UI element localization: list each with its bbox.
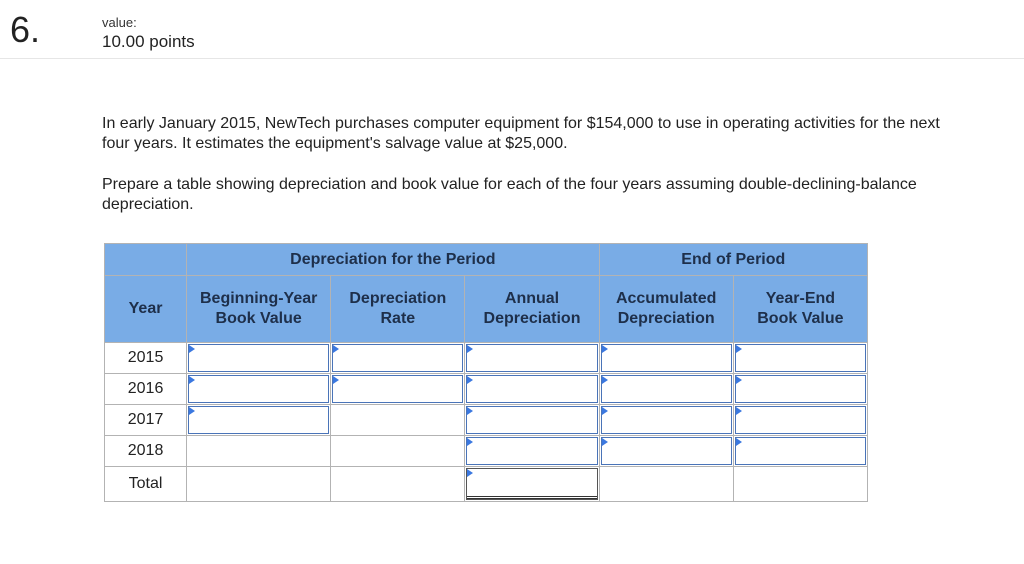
header-line: Annual xyxy=(504,290,560,307)
total-row xyxy=(105,467,868,502)
year-cell: 2015 xyxy=(105,343,187,374)
table-row xyxy=(105,374,868,405)
header-line: Book Value xyxy=(757,310,844,327)
accumulated-2018-input[interactable] xyxy=(601,437,732,465)
instructions: Prepare a table showing depreciation and book value for each of the four years assuming double-declining-balance depreciation. xyxy=(102,176,917,213)
annual-2015-cell xyxy=(465,343,599,374)
yearend-2015-cell xyxy=(733,343,867,374)
beginning-value-2016-input[interactable] xyxy=(188,375,329,403)
beginning-value-2017-cell xyxy=(187,405,331,436)
total-annual-cell xyxy=(465,467,599,502)
year-cell: 2018 xyxy=(105,436,187,467)
year-header: Year xyxy=(105,276,187,343)
annual-2016-cell xyxy=(465,374,599,405)
rate-2016-input[interactable] xyxy=(332,375,463,403)
double-underline xyxy=(467,469,596,499)
total-rate-cell xyxy=(331,467,465,502)
annual-2016-input[interactable] xyxy=(466,375,597,403)
accumulated-2016-input[interactable] xyxy=(601,375,732,403)
accumulated-2016-cell xyxy=(599,374,733,405)
header-line: Year-End xyxy=(765,290,836,307)
yearend-2017-input[interactable] xyxy=(735,406,866,434)
annual-2017-input[interactable] xyxy=(466,406,597,434)
accumulated-2017-cell xyxy=(599,405,733,436)
beginning-value-2017-input[interactable] xyxy=(188,406,329,434)
total-label: Total xyxy=(105,467,187,502)
rate-2015-cell xyxy=(331,343,465,374)
yearend-2018-cell xyxy=(733,436,867,467)
beginning-value-2015-cell xyxy=(187,343,331,374)
rate-2017-cell xyxy=(331,405,465,436)
question-number: 6. xyxy=(10,9,41,50)
annual-2018-cell xyxy=(465,436,599,467)
accumulated-2015-cell xyxy=(599,343,733,374)
total-accumulated-cell xyxy=(599,467,733,502)
end-group-header: End of Period xyxy=(599,244,867,276)
beginning-book-value-header xyxy=(187,276,331,343)
rate-2016-cell xyxy=(331,374,465,405)
rate-2015-input[interactable] xyxy=(332,344,463,372)
year-end-book-value-header xyxy=(733,276,867,343)
annual-2015-input[interactable] xyxy=(466,344,597,372)
depreciation-rate-header xyxy=(331,276,465,343)
depreciation-table xyxy=(104,243,868,502)
annual-2017-cell xyxy=(465,405,599,436)
yearend-2015-input[interactable] xyxy=(735,344,866,372)
accumulated-depreciation-header xyxy=(599,276,733,343)
divider xyxy=(0,58,1024,59)
yearend-2017-cell xyxy=(733,405,867,436)
beginning-value-2016-cell xyxy=(187,374,331,405)
rate-2018-cell xyxy=(331,436,465,467)
header-line: Book Value xyxy=(215,310,302,327)
accumulated-2015-input[interactable] xyxy=(601,344,732,372)
beginning-value-2018-cell xyxy=(187,436,331,467)
header-line: Depreciation xyxy=(349,290,447,307)
year-cell: 2016 xyxy=(105,374,187,405)
header-line: Accumulated xyxy=(615,290,717,307)
annual-2018-input[interactable] xyxy=(466,437,597,465)
value-label: value: xyxy=(102,15,137,30)
yearend-2018-input[interactable] xyxy=(735,437,866,465)
period-group-header: Depreciation for the Period xyxy=(187,244,600,276)
table-row xyxy=(105,343,868,374)
header-line: Rate xyxy=(380,310,416,327)
table-row xyxy=(105,436,868,467)
total-yearend-cell xyxy=(733,467,867,502)
beginning-value-2015-input[interactable] xyxy=(188,344,329,372)
accumulated-2017-input[interactable] xyxy=(601,406,732,434)
header-line: Depreciation xyxy=(483,310,581,327)
total-beginning-cell xyxy=(187,467,331,502)
corner-header xyxy=(105,244,187,276)
total-annual-depreciation-input[interactable] xyxy=(466,468,597,500)
yearend-2016-cell xyxy=(733,374,867,405)
year-cell: 2017 xyxy=(105,405,187,436)
header-line: Beginning-Year xyxy=(200,290,318,307)
annual-depreciation-header xyxy=(465,276,599,343)
problem-statement: In early January 2015, NewTech purchases computer equipment for $154,000 to use in operating activities for the next four years. It estimates the equipment's salvage value at $25,000. xyxy=(102,115,940,152)
yearend-2016-input[interactable] xyxy=(735,375,866,403)
header-line: Depreciation xyxy=(617,310,715,327)
accumulated-2018-cell xyxy=(599,436,733,467)
points-value: 10.00 points xyxy=(102,32,195,51)
table-row xyxy=(105,405,868,436)
